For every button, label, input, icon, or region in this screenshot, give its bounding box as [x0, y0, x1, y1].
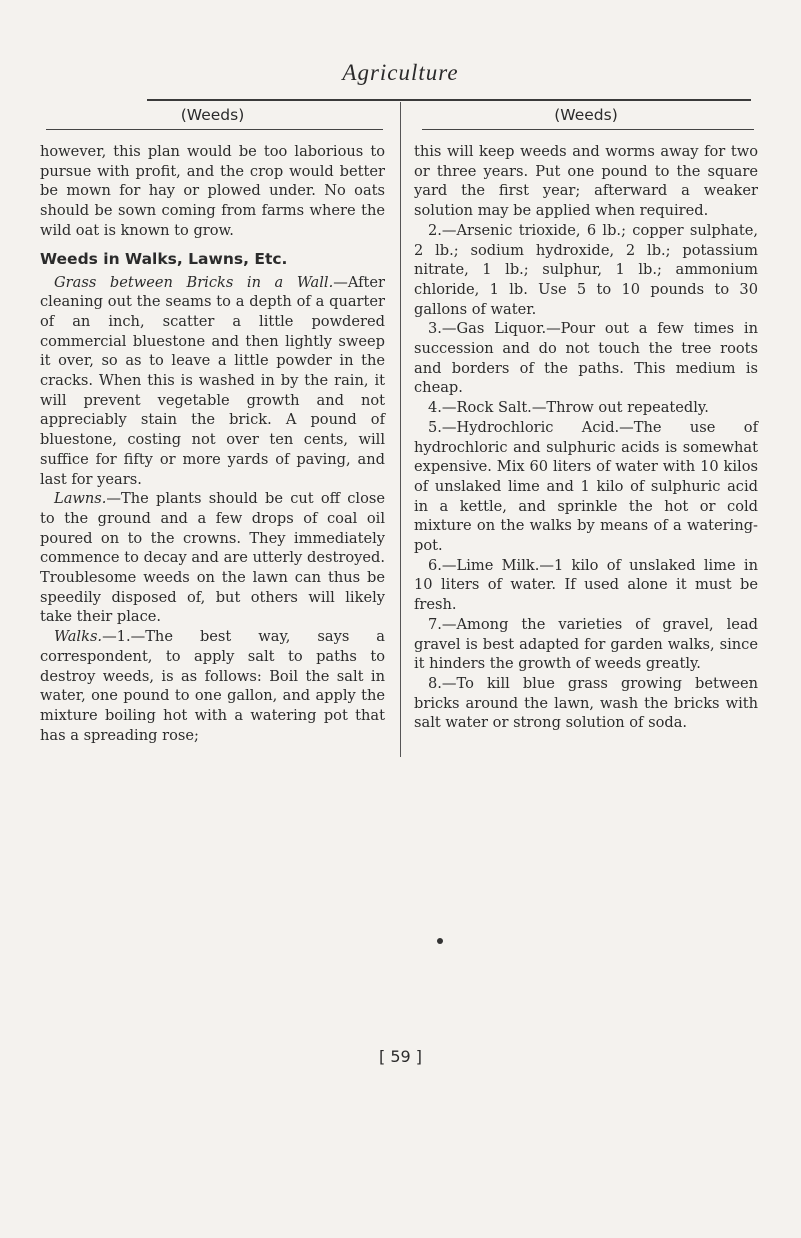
walks-paragraph: [40, 627, 385, 745]
grass-text: —After cleaning out the seams to a depth of a quarter of an inch, scatter a little powdered commercial bluestone and then lightly sweep it over, so as to leave a little powder in the cracks. When this is washed in by the rain, it will prevent vegetable growth and not appreciably stain the brick. A pound of bluestone, costing not over ten cents, will suffice for fifty or more yards of paving, and last for years.: [40, 273, 385, 488]
item-6: 6.—Lime Milk.—1 kilo of unslaked lime in 10 liters of water. If used alone it must be fresh.: [414, 556, 758, 614]
left-column-rule: [46, 129, 383, 130]
item-5: 5.—Hydrochloric Acid.—The use of hydrochloric and sulphuric acids is somewhat expensive. Mix 60 liters of water with 10 kilos of unslaked lime and 1 kilo of sulphuric acid in a kettle, and sprinkle the hot or cold mixture on the walks by means of a watering-pot.: [414, 418, 758, 555]
item-3: 3.—Gas Liquor.—Pour out a few times in succession and do not touch the tree roots and borders of the paths. This medium is cheap.: [414, 320, 758, 397]
lawns-label: Lawns.: [54, 490, 107, 508]
grass-paragraph: [40, 273, 385, 490]
print-speck: [437, 938, 443, 944]
item-8: 8.—To kill blue grass growing between bricks around the lawn, wash the bricks with salt water or strong solution of soda.: [414, 674, 758, 732]
continued-paragraph: this will keep weeds and worms away for two or three years. Put one pound to the square yard the first year; afterward a weaker solution may be applied when required.: [414, 143, 758, 220]
lawns-paragraph: [40, 489, 385, 627]
running-head: Agriculture: [342, 60, 459, 85]
walks-text: —1.—The best way, says a correspondent, to apply salt to paths to destroy weeds, is as follows: Boil the salt in water, one pound to one gallon, and apply the mixture boiling hot with a watering pot that has a spreading rose;: [40, 628, 385, 744]
section-heading: Weeds in Walks, Lawns, Etc.: [40, 249, 288, 268]
item-2: 2.—Arsenic trioxide, 6 lb.; copper sulphate, 2 lb.; sodium hydroxide, 2 lb.; potassium nitrate, 1 lb.; sulphur, 1 lb.; ammonium chloride, 1 lb. Use 5 to 10 pounds to 30 gallons of water.: [414, 221, 758, 318]
walks-label: Walks.: [54, 628, 103, 646]
left-column: [40, 104, 385, 745]
right-column-rule: [422, 129, 754, 130]
item-7: 7.—Among the varieties of gravel, lead gravel is best adapted for garden walks, since it hinders the growth of weeds greatly.: [414, 615, 758, 673]
lawns-text: —The plants should be cut off close to the ground and a few drops of coal oil poured on to the crowns. They immediately commence to decay and are utterly destroyed. Troublesome weeds on the lawn can thus be speedily disposed of, but others will likely take their place.: [40, 490, 385, 626]
right-column-text: [414, 142, 758, 733]
left-column-text: [40, 142, 385, 745]
item-4: 4.—Rock Salt.—Throw out repeatedly.: [428, 399, 709, 417]
intro-paragraph: however, this plan would be too laborious to pursue with profit, and the crop would better be mown for hay or plowed under. No oats should be sown coming from farms where the wild oat is known to grow.: [40, 143, 385, 239]
left-column-head: (Weeds): [180, 106, 245, 124]
grass-label: Grass between Bricks in a Wall.: [54, 273, 334, 291]
top-rule: [147, 99, 751, 101]
column-divider: [400, 102, 401, 757]
page-number: [ 59 ]: [378, 1047, 422, 1066]
right-column: [414, 104, 758, 733]
right-column-head: (Weeds): [554, 106, 618, 124]
